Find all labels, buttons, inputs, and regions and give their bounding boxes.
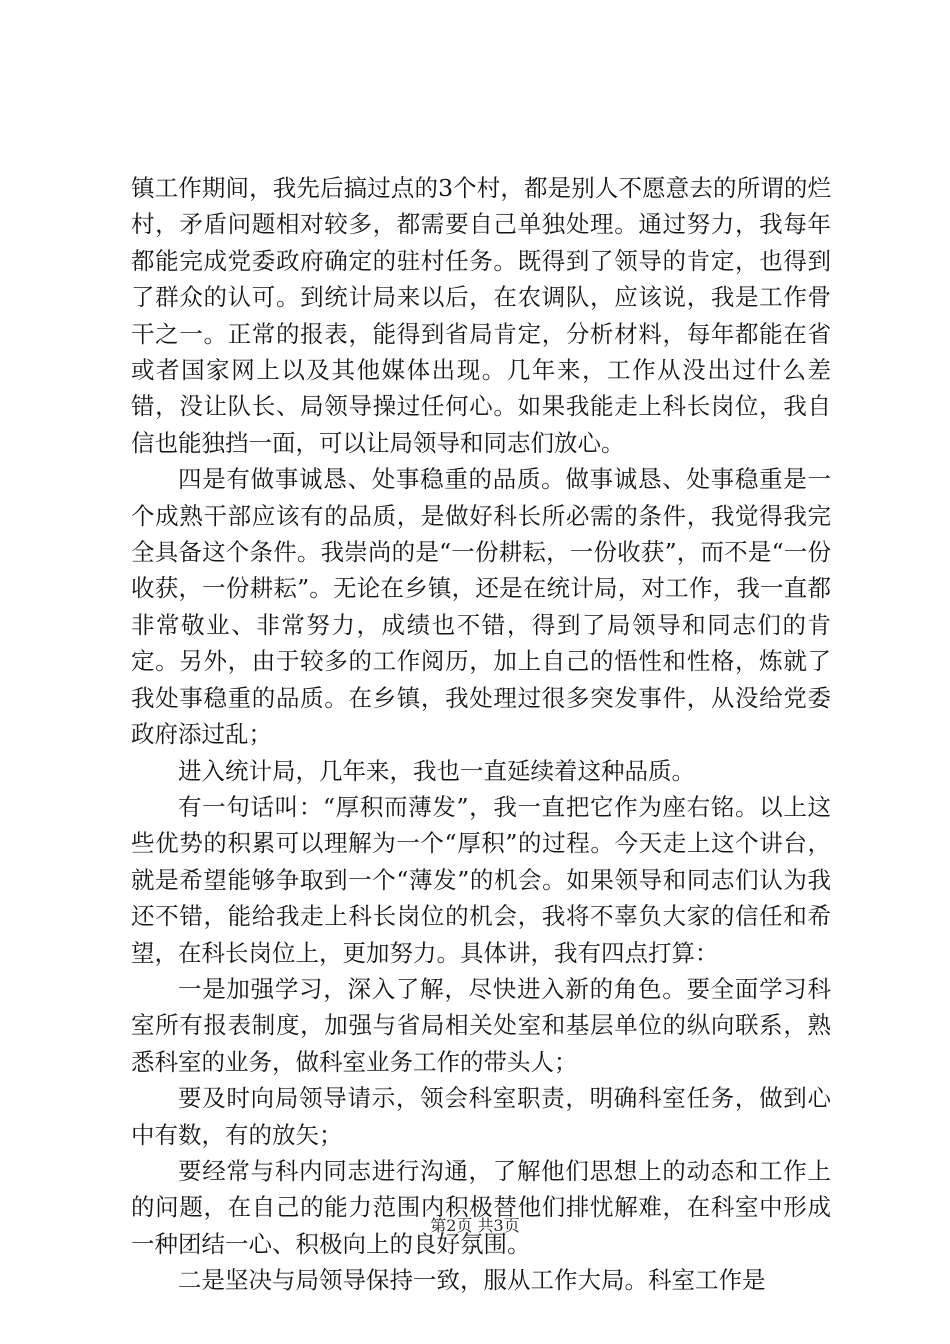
paragraph: 一是加强学习，深入了解，尽快进入新的角色。要全面学习科室所有报表制度，加强与省局相关处室和基层单位的纵向联系，熟悉科室的业务，做科室业务工作的带头人； — [131, 974, 831, 1076]
document-body — [131, 170, 831, 1299]
page-footer — [0, 1213, 950, 1236]
paragraph: 要经常与科内同志进行沟通，了解他们思想上的动态和工作上的问题，在自己的能力范围内积极替他们排忧解难，在科室中形成一种团结一心、积极向上的良好氛围。 — [131, 1156, 831, 1258]
paragraph: 要及时向局领导请示，领会科室职责，明确科室任务，做到心中有数，有的放矢； — [131, 1084, 831, 1149]
paragraph: 进入统计局，几年来，我也一直延续着这种品质。 — [178, 756, 695, 785]
paragraph: 有一句话叫：“厚积而薄发”，我一直把它作为座右铭。以上这些优势的积累可以理解为一个“厚积”的过程。今天走上这个讲台，就是希望能够争取到一个“薄发”的机会。如果领导和同志们认为我还不错，能给我走上科长岗位的机会，我将不辜负大家的信任和希望，在科长岗位上，更加努力。具体讲，我有四点打算： — [131, 792, 831, 967]
paragraph: 四是有做事诚恳、处事稳重的品质。做事诚恳、处事稳重是一个成熟干部应该有的品质，是做好科长所必需的条件，我觉得我完全具备这个条件。我崇尚的是“一份耕耘，一份收获”，而不是“一份收获，一份耕耘”。无论在乡镇，还是在统计局，对工作，我一直都非常敬业、非常努力，成绩也不错，得到了局领导和同志们的肯定。另外，由于较多的工作阅历，加上自己的悟性和性格，炼就了我处事稳重的品质。在乡镇，我处理过很多突发事件，从没给党委政府添过乱； — [131, 465, 831, 749]
paragraph: 镇工作期间，我先后搞过点的3个村，都是别人不愿意去的所谓的烂村，矛盾问题相对较多，都需要自己单独处理。通过努力，我每年都能完成党委政府确定的驻村任务。既得到了领导的肯定，也得到了群众的认可。到统计局来以后，在农调队，应该说，我是工作骨干之一。正常的报表，能得到省局肯定，分析材料，每年都能在省或者国家网上以及其他媒体出现。几年来，工作从没出过什么差错，没让队长、局领导操过任何心。如果我能走上科长岗位，我自信也能独挡一面，可以让局领导和同志们放心。 — [131, 174, 831, 457]
page-number-label: 第2页 共3页 — [430, 1216, 520, 1235]
paragraph: 二是坚决与局领导保持一致，服从工作大局。科室工作是 — [178, 1266, 766, 1295]
